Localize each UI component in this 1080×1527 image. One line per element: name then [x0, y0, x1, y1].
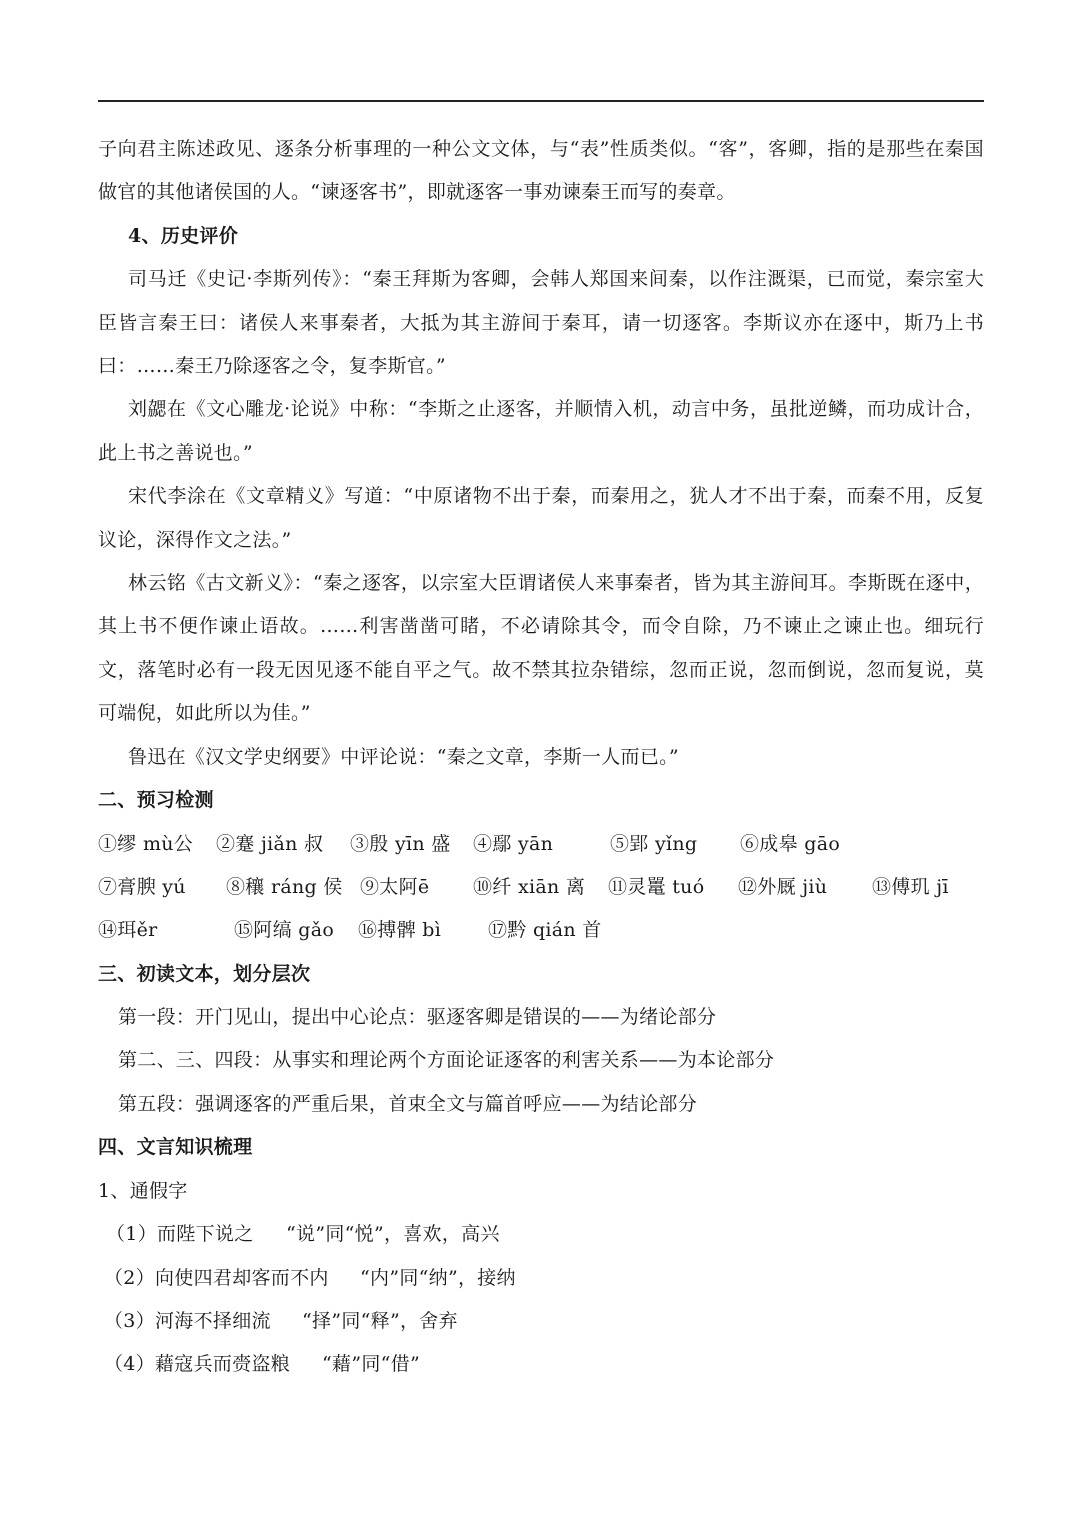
tongjia-item-3	[98, 1300, 984, 1343]
vocab-item: ⑦膏腴 yú	[98, 875, 186, 898]
quote-li-tu: 宋代李涂在《文章精义》写道：“中原诸物不出于秦，而秦用之，犹人才不出于秦，而秦不用，反复议论，深得作文之法。”	[98, 485, 984, 551]
vocab-item: ②蹇 jiǎn 叔	[216, 832, 324, 855]
vocab-item: ③殷 yīn 盛	[350, 832, 451, 855]
vocab-item: ⑥成皋 gāo	[740, 832, 841, 855]
document-body	[98, 128, 984, 1387]
quote-lu-xun: 鲁迅在《汉文学史纲要》中评论说：“秦之文章，李斯一人而已。”	[128, 745, 679, 768]
vocab-row-1	[98, 823, 984, 866]
tongjia-gloss: “藉”同“借”	[322, 1353, 420, 1376]
subheading-history-evaluation: 4、历史评价	[128, 224, 239, 247]
intro-paragraph: 子向君主陈述政见、逐条分析事理的一种公文文体，与“表”性质类似。“客”，客卿，指的是那些在秦国做官的其他诸侯国的人。“谏逐客书”，即就逐客一事劝谏秦王而写的奏章。	[98, 138, 984, 204]
vocab-row-3	[98, 909, 984, 952]
structure-line-1: 第一段：开门见山，提出中心论点：驱逐客卿是错误的——为绪论部分	[118, 1006, 717, 1029]
structure-line-3: 第五段：强调逐客的严重后果，首束全文与篇首呼应——为结论部分	[118, 1092, 698, 1115]
quote-liu-xie: 刘勰在《文心雕龙·论说》中称：“李斯之止逐客，并顺情入机，动言中务，虽批逆鳞，而功成计合，此上书之善说也。”	[98, 398, 984, 464]
vocab-item: ⑩纤 xiān 离	[473, 875, 586, 898]
tongjia-phrase: （4）藉寇兵而赍盗粮	[104, 1353, 291, 1376]
vocab-item: ⑰黔 qián 首	[488, 919, 602, 942]
tongjia-item-4	[98, 1343, 984, 1386]
vocab-item: ⑤郢 yǐng	[610, 832, 698, 855]
vocab-item: ⑮阿缟 gǎo	[234, 919, 335, 942]
vocab-item: ①缪 mù公	[98, 832, 194, 855]
section-heading-classical-knowledge: 四、文言知识梳理	[98, 1136, 253, 1159]
subheading-tongjiazi: 1、通假字	[98, 1179, 188, 1202]
tongjia-item-1	[98, 1213, 984, 1256]
section-heading-structure: 三、初读文本，划分层次	[98, 962, 311, 985]
tongjia-phrase: （1）而陛下说之	[106, 1223, 254, 1246]
tongjia-item-2	[98, 1257, 984, 1300]
tongjia-phrase: （2）向使四君却客而不内	[104, 1266, 329, 1289]
quote-lin-yunming: 林云铭《古文新义》：“秦之逐客，以宗室大臣谓诸侯人来事秦者，皆为其主游间耳。李斯既在逐中，其上书不便作谏止语故。……利害凿凿可睹，不必请除其令，而令自除，乃不谏止之谏止也。细玩行文，落笔时必有一段无因见逐不能自平之气。故不禁其拉杂错综，忽而正说，忽而倒说，忽而复说，莫可端倪，如此所以为佳。”	[98, 572, 984, 725]
header-rule	[98, 100, 984, 102]
vocab-item: ④鄢 yān	[473, 832, 554, 855]
quote-sima-qian: 司马迁《史记·李斯列传》：“秦王拜斯为客卿，会韩人郑国来间秦，以作注溉渠，已而觉，秦宗室大臣皆言秦王曰：诸侯人来事秦者，大抵为其主游间于秦耳，请一切逐客。李斯议亦在逐中，斯乃上书曰：……秦王乃除逐客之令，复李斯官。”	[98, 268, 984, 378]
vocab-item: ⑬傅玑 jī	[872, 875, 949, 898]
tongjia-gloss: “说”同“悦”，喜欢，高兴	[286, 1223, 500, 1246]
vocab-item: ⑯搏髀 bì	[358, 919, 442, 942]
tongjia-gloss: “内”同“纳”，接纳	[360, 1266, 516, 1289]
vocab-item: ⑭珥ěr	[98, 919, 158, 942]
vocab-item: ⑪灵鼍 tuó	[608, 875, 705, 898]
section-heading-preview: 二、预习检测	[98, 789, 214, 812]
vocab-item: ⑧穰 ráng 侯	[226, 875, 343, 898]
tongjia-gloss: “择”同“释”，舍弃	[302, 1309, 458, 1332]
vocab-item: ⑨太阿ē	[360, 875, 430, 898]
vocab-item: ⑫外厩 jiù	[738, 875, 828, 898]
structure-line-2: 第二、三、四段：从事实和理论两个方面论证逐客的利害关系——为本论部分	[118, 1049, 775, 1072]
tongjia-phrase: （3）河海不择细流	[104, 1309, 271, 1332]
vocab-row-2	[98, 866, 984, 909]
